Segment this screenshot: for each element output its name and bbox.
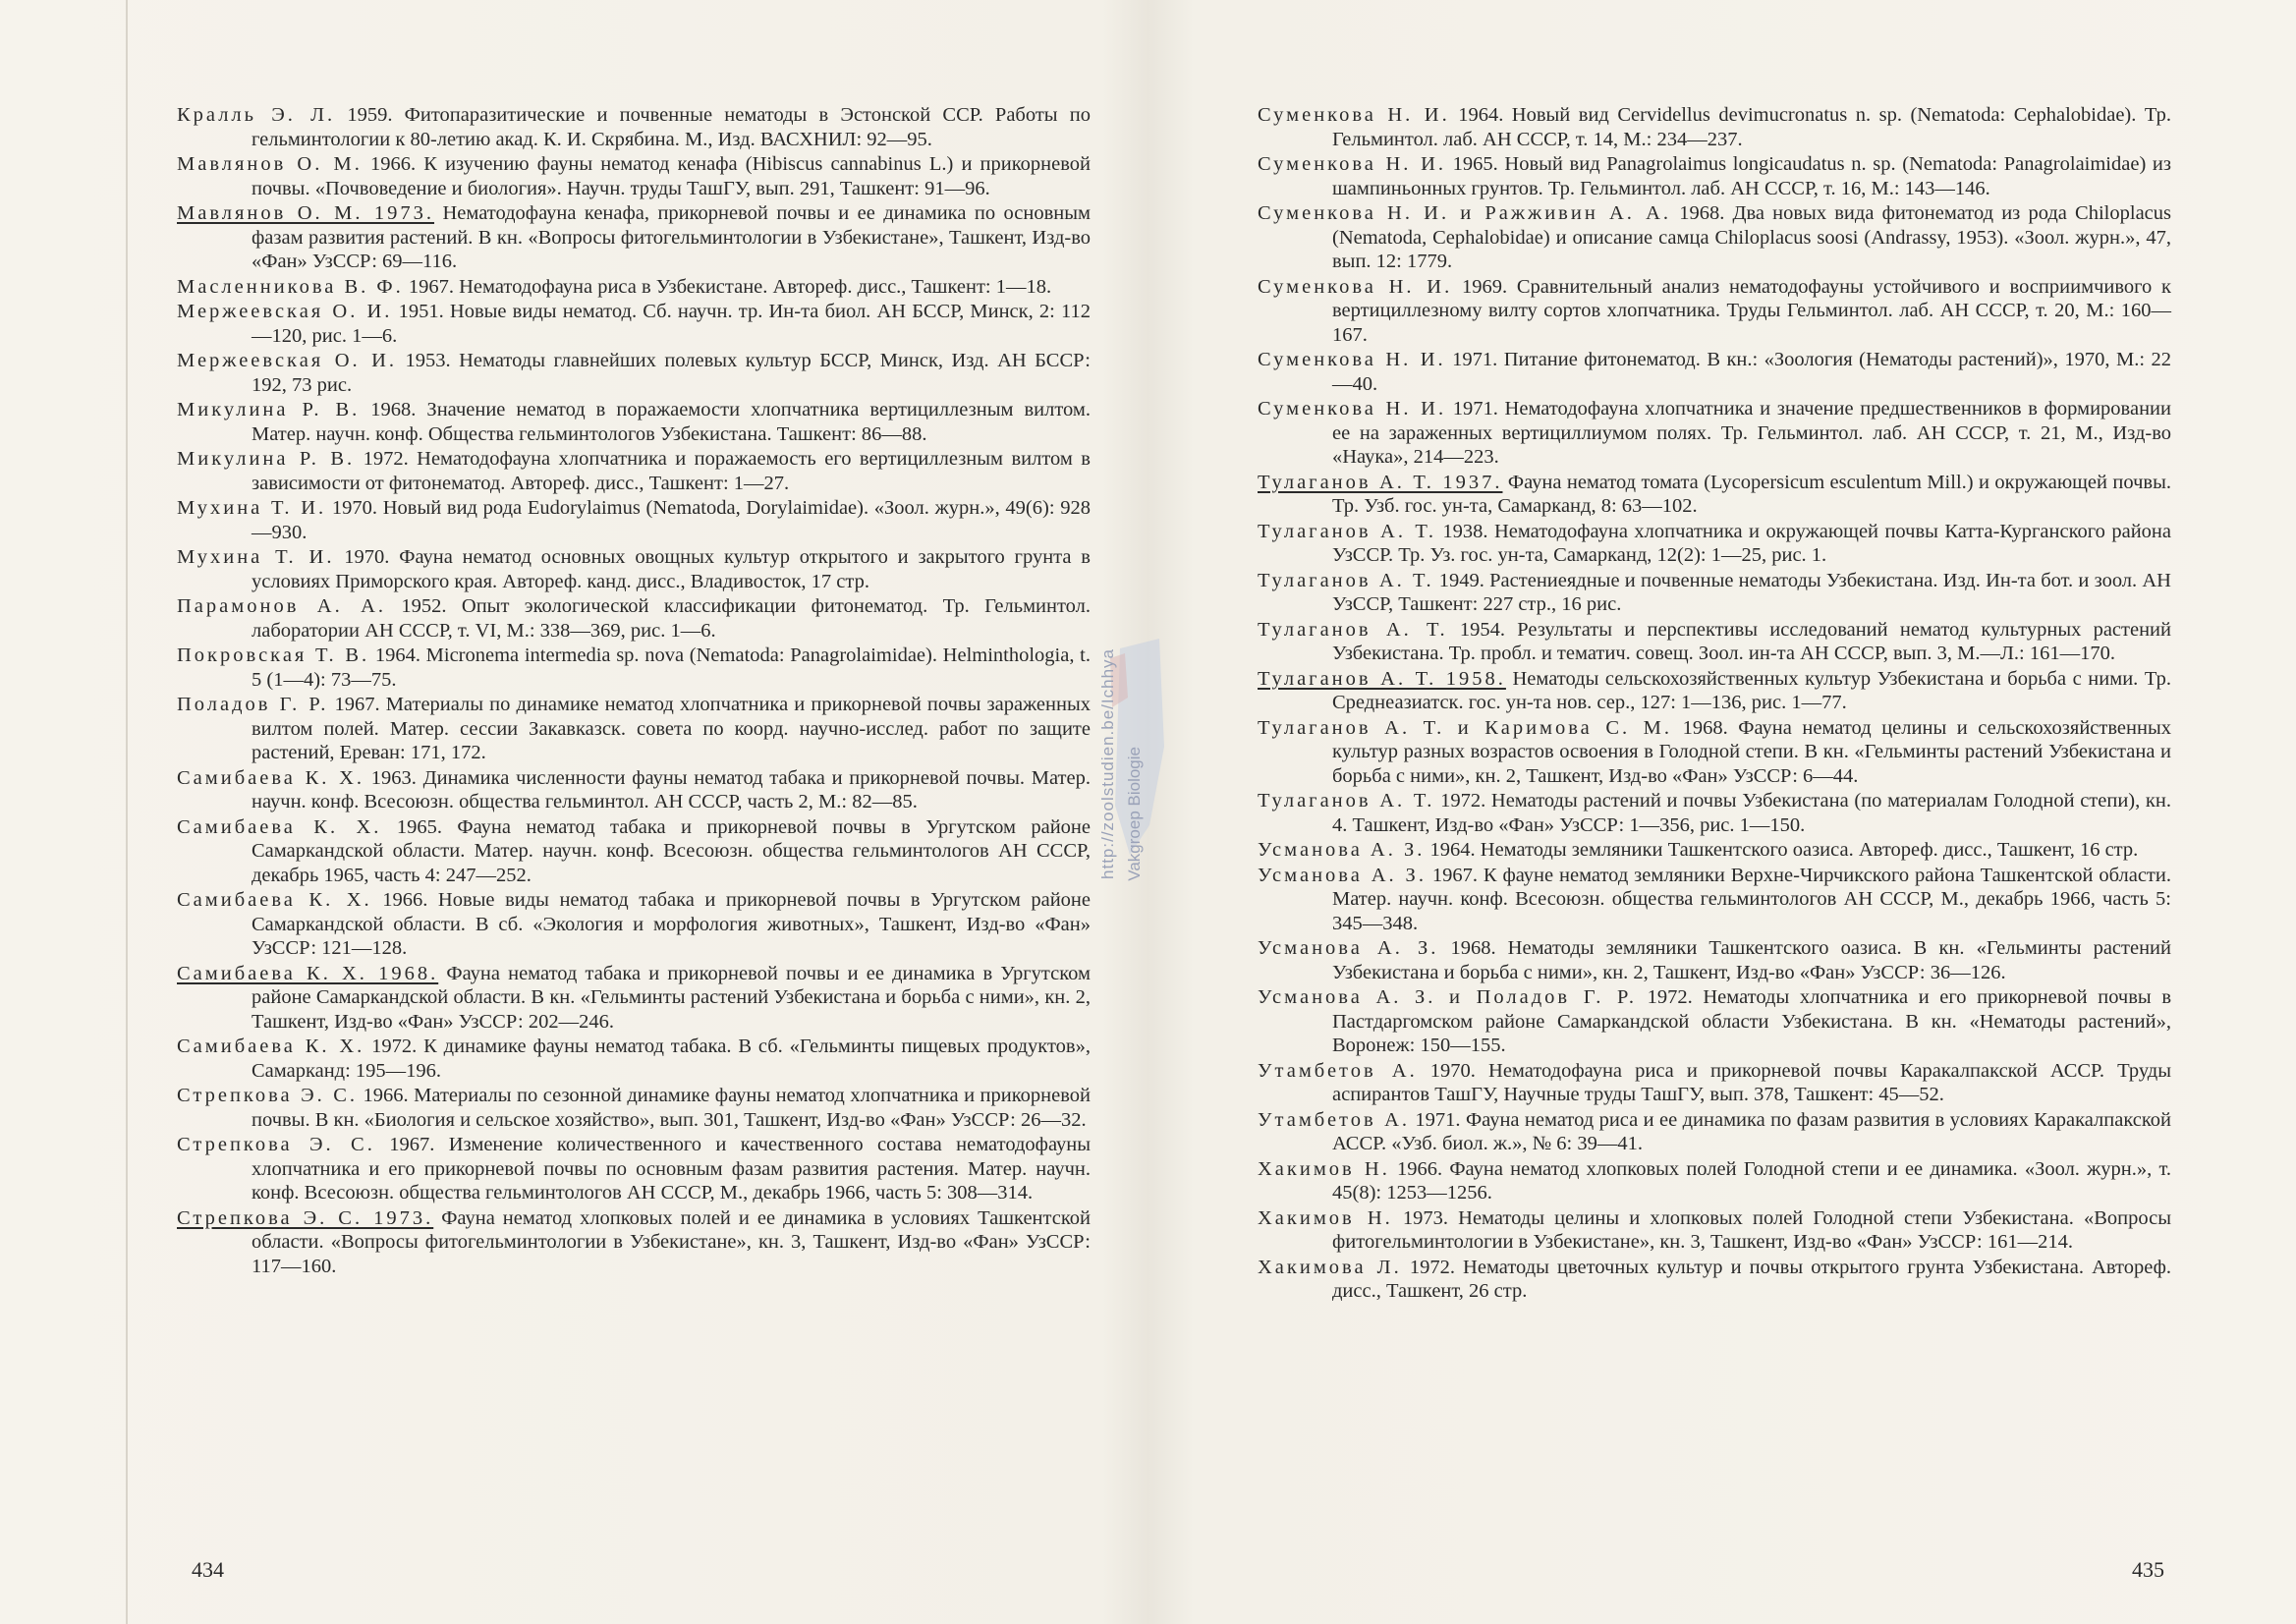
- bibliography-entry: [1258, 864, 2171, 936]
- entry-author: Тулаганов А. Т.: [1258, 790, 1435, 812]
- entry-author: Тулаганов А. Т. 1958.: [1258, 667, 1506, 690]
- bibliography-entry: [177, 545, 1091, 593]
- entry-text: Нематодофауна кенафа, прикорневой почвы и ее динамика по основным фазам развития растений. В кн. «Вопросы фитогельминтологии в Узбекистане», Ташкент, Изд-во «Фан» УзССР: 69—116.: [252, 202, 1091, 272]
- bibliography-entry: [1258, 1256, 2171, 1304]
- entry-author: Усманова А. З.: [1258, 937, 1439, 959]
- bibliography-entry: [1258, 569, 2171, 617]
- watermark-url: http://zoolstudien.be/Ichhya: [1098, 648, 1117, 879]
- entry-author: Самибаева К. Х. 1968.: [177, 962, 439, 984]
- entry-author: Самибаева К. Х.: [177, 815, 382, 838]
- bibliography-entry: [177, 447, 1091, 495]
- page-edge: [126, 0, 128, 1624]
- entry-author: Стрепкова Э. С. 1973.: [177, 1206, 434, 1229]
- bibliography-entry: [177, 349, 1091, 397]
- entry-text: 1972. Нематоды растений и почвы Узбекистана (по материалам Голодной степи), кн. 4. Ташкент, Изд-во «Фан» УзССР: 1—356, рис. 1—150.: [1332, 790, 2171, 836]
- entry-text: 1967. Изменение количественного и качественного состава нематодофауны хлопчатника и его прикорневой почвы по основным фазам развития растения. Матер. научн. конф. Всесоюзн. общества гельминтологов АН СССР, М., декабрь 1966, часть 5: 308—314.: [252, 1134, 1091, 1204]
- entry-author: Самибаева К. Х.: [177, 766, 365, 789]
- page-number-left: 434: [192, 1557, 224, 1582]
- entry-text: Фауна нематод хлопковых полей и ее динамика в условиях Ташкентской области. «Вопросы фитогельминтологии в Узбекистане», кн. 3, Ташкент, Изд-во «Фан» УзССР: 117—160.: [252, 1206, 1091, 1277]
- bibliography-entry: [177, 815, 1091, 888]
- bibliography-entry: [177, 766, 1091, 814]
- page-number-right: 435: [2132, 1557, 2164, 1582]
- bibliography-entry: [1258, 789, 2171, 837]
- entry-text: 1953. Нематоды главнейших полевых культур БССР, Минск, Изд. АН БССР: 192, 73 рис.: [252, 350, 1092, 396]
- right-page: [1258, 103, 2171, 1305]
- bibliography-entry: [1258, 1157, 2171, 1205]
- bibliography-entry: [177, 496, 1091, 544]
- bibliography-entry: [177, 594, 1091, 643]
- bibliography-entry: [1258, 936, 2171, 984]
- entry-text: 1965. Новый вид Panagrolaimus longicaudatus n. sp. (Nematoda: Panagrolaimidae) из шампиньонных грунтов. Тр. Гельминтол. лаб. АН СССР, т. 16, М.: 143—146.: [1332, 153, 2171, 199]
- entry-author: Суменкова Н. И.: [1258, 275, 1453, 298]
- entry-author: Тулаганов А. Т.: [1258, 569, 1434, 591]
- entry-text: 1968. Нематоды земляники Ташкентского оазиса. В кн. «Гельминты растений Узбекистана и борьба с ними», кн. 2, Ташкент, Изд-во «Фан» УзССР: 36—126.: [1332, 937, 2171, 983]
- entry-author: Поладов Г. Р.: [177, 694, 329, 715]
- bibliography-entry: [1258, 348, 2171, 396]
- entry-author: Суменкова Н. И.: [1258, 349, 1446, 370]
- entry-text: 1967. К фауне нематод земляники Верхне-Чирчикского района Ташкентской области. Матер. научн. конф. Всесоюзн. общества гельминтологов АН СССР, М., декабрь 1966, часть 5: 345—348.: [1332, 864, 2171, 934]
- entry-author: Мавлянов О. М.: [177, 153, 363, 175]
- entry-text: 1968. Значение нематод в поражаемости хлопчатника вертициллезным вилтом. Матер. научн. конф. Общества гельминтологов Узбекистана. Ташкент: 86—88.: [252, 399, 1091, 445]
- entry-author: Микулина Р. В.: [177, 399, 361, 420]
- entry-text: 1971. Фауна нематод риса и ее динамика по фазам развития в условиях Каракалпакской АССР. «Узб. биол. ж.», № 6: 39—41.: [1332, 1108, 2172, 1154]
- entry-author: Мухина Т. И.: [177, 546, 335, 568]
- entry-text: 1959. Фитопаразитические и почвенные нематоды в Эстонской ССР. Работы по гельминтологии к 80-летию акад. К. И. Скрябина. М., Изд. ВАСХНИЛ: 92—95.: [252, 104, 1091, 150]
- entry-author: Самибаева К. Х.: [177, 889, 372, 911]
- entry-text: 1964. Нематоды земляники Ташкентского оазиса. Автореф. дисс., Ташкент, 16 стр.: [1425, 839, 2139, 861]
- entry-author: Покровская Т. В.: [177, 644, 370, 666]
- bibliography-entry: [1258, 103, 2171, 151]
- entry-author: Утамбетов А.: [1258, 1108, 1411, 1131]
- entry-author: Суменкова Н. И.: [1258, 398, 1447, 420]
- entry-author: Самибаева К. Х.: [177, 1036, 365, 1057]
- entry-text: 1972. К динамике фауны нематод табака. В сб. «Гельминты пищевых продуктов», Самарканд: 195—196.: [252, 1036, 1091, 1082]
- entry-author: Усманова А. З.: [1258, 839, 1426, 861]
- entry-text: 1964. Micronema intermedia sp. nova (Nematoda: Panagrolaimidae). Helminthologia, t. 5 (1—4): 73—75.: [252, 644, 1091, 691]
- left-page: [177, 103, 1091, 1279]
- bibliography-entry: [177, 398, 1091, 446]
- entry-text: 1971. Нематодофауна хлопчатника и значение предшественников в формировании ее на зараженных вертициллиумом полях. Тр. Гельминтол. лаб. АН СССР, т. 21, М., Изд-во «Наука», 214—223.: [1332, 398, 2171, 468]
- entry-text: 1971. Питание фитонематод. В кн.: «Зоология (Нематоды растений)», 1970, М.: 22—40.: [1332, 349, 2171, 395]
- entry-text: 1970. Нематодофауна риса и прикорневой почвы Каракалпакской АССР. Труды аспирантов ТашГУ, Научные труды ТашГУ, вып. 378, Ташкент: 45—52.: [1332, 1059, 2171, 1105]
- entry-text: 1966. К изучению фауны нематод кенафа (Hibiscus cannabinus L.) и прикорневой почвы. «Почвоведение и биология». Научн. труды ТашГУ, вып. 291, Ташкент: 91—96.: [252, 153, 1091, 199]
- entry-author: Стрепкова Э. С.: [177, 1134, 375, 1155]
- entry-text: 1964. Новый вид Cervidellus devimucronatus n. sp. (Nematoda: Cephalobidae). Тр. Гельминтол. лаб. АН СССР, т. 14, М.: 234—237.: [1332, 104, 2171, 150]
- entry-text: 1973. Нематоды целины и хлопковых полей Голодной степи Узбекистана. «Вопросы фитогельминтологии в Узбекистане», кн. 3, Ташкент, Изд-во «Фан» УзССР: 161—214.: [1332, 1206, 2171, 1253]
- bibliography-entry: [177, 103, 1091, 151]
- entry-text: 1968. Фауна нематод целины и сельскохозяйственных культур разных возрастов освоения в Голодной степи. В кн. «Гельминты растений Узбекистана и борьба с ними», кн. 2, Ташкент, Изд-во «Фан» УзССР: 6—44.: [1332, 716, 2171, 787]
- bibliography-entry: [1258, 152, 2171, 200]
- entry-author: Мержеевская О. И.: [177, 350, 398, 371]
- entry-text: 1966. Новые виды нематод табака и прикорневой почвы в Ургутском районе Самаркандской области. В сб. «Экология и морфология животных», Ташкент, Изд-во «Фан» УзССР: 121—128.: [252, 889, 1091, 959]
- bibliography-entry: [1258, 1206, 2171, 1255]
- entry-author: Суменкова Н. И.: [1258, 153, 1447, 175]
- bibliography-entry: [177, 275, 1091, 300]
- entry-author: Суменкова Н. И.: [1258, 104, 1450, 126]
- entry-author: Мухина Т. И.: [177, 497, 327, 519]
- entry-text: 1949. Растениеядные и почвенные нематоды Узбекистана. Изд. Ин-та бот. и зоол. АН УзССР, Ташкент: 227 стр., 16 рис.: [1332, 569, 2171, 615]
- bibliography-entry: [1258, 397, 2171, 470]
- entry-author: Хакимов Н.: [1258, 1157, 1390, 1180]
- entry-author: Стрепкова Э. С.: [177, 1085, 359, 1106]
- bibliography-entry: [1258, 201, 2171, 274]
- entry-text: Фауна нематод томата (Lycopersicum esculentum Mill.) и окружающей почвы. Тр. Узб. гос. ун-та, Самарканд, 8: 63—102.: [1332, 471, 2171, 517]
- entry-text: 1938. Нематодофауна хлопчатника и окружающей почвы Катта-Курганского района УзССР. Тр. Уз. гос. ун-та, Самарканд, 12(2): 1—25, рис. 1.: [1332, 520, 2171, 566]
- entry-author: Кралль Э. Л.: [177, 104, 336, 126]
- entry-text: 1951. Новые виды нематод. Сб. научн. тр. Ин-та биол. АН БССР, Минск, 2: 112—120, рис. 1—6.: [252, 301, 1091, 347]
- bibliography-entry: [1258, 838, 2171, 863]
- entry-text: 1954. Результаты и перспективы исследований нематод культурных растений Узбекистана. Тр. пробл. и тематич. совещ. Зоол. ин-та АН СССР, вып. 3, М.—Л.: 161—170.: [1332, 618, 2171, 664]
- entry-author: Тулаганов А. Т. 1937.: [1258, 471, 1503, 493]
- entry-author: Парамонов А. А.: [177, 595, 387, 617]
- bibliography-entry: [177, 300, 1091, 348]
- entry-text: 1952. Опыт экологической классификации фитонематод. Тр. Гельминтол. лаборатории АН СССР, т. VI, М.: 338—369, рис. 1—6.: [252, 595, 1092, 642]
- entry-text: 1966. Фауна нематод хлопковых полей Голодной степи и ее динамика. «Зоол. журн.», т. 45(8): 1253—1256.: [1332, 1157, 2171, 1204]
- entry-author: Усманова А. З.: [1258, 864, 1427, 886]
- bibliography-entry: [1258, 667, 2171, 715]
- entry-author: Хакимова Л.: [1258, 1256, 1402, 1278]
- entry-author: Микулина Р. В.: [177, 448, 356, 470]
- bibliography-entry: [177, 1206, 1091, 1279]
- bibliography-entry: [177, 201, 1091, 274]
- entry-author: Хакимов Н.: [1258, 1206, 1393, 1229]
- entry-text: 1970. Новый вид рода Eudorylaimus (Nematoda, Dorylaimidae). «Зоол. журн.», 49(6): 928—930.: [252, 497, 1091, 543]
- entry-author: Утамбетов А.: [1258, 1059, 1418, 1082]
- bibliography-entry: [177, 152, 1091, 200]
- entry-text: 1972. Нематоды цветочных культур и почвы открытого грунта Узбекистана. Автореф. дисс., Ташкент, 26 стр.: [1332, 1256, 2171, 1302]
- entry-author: Мавлянов О. М. 1973.: [177, 202, 435, 224]
- bibliography-entry: [1258, 275, 2171, 348]
- entry-text: 1963. Динамика численности фауны нематод табака и прикорневой почвы. Матер. научн. конф. Всесоюзн. общества гельминтол. АН СССР, часть 2, М.: 82—85.: [252, 766, 1091, 812]
- bibliography-entry: [177, 644, 1091, 692]
- entry-author: Суменкова Н. И. и Ражживин А. А.: [1258, 202, 1672, 224]
- watermark-logo-text: Vakgroep Biologie: [1125, 747, 1144, 881]
- bibliography-entry: [177, 888, 1091, 961]
- bibliography-entry: [1258, 1108, 2171, 1156]
- bibliography-entry: [1258, 716, 2171, 789]
- bibliography-entry: [1258, 520, 2171, 568]
- entry-text: 1972. Нематоды хлопчатника и его прикорневой почвы в Пастдаргомском районе Самаркандской области Узбекистана. В кн. «Нематоды растений», Воронеж: 150—155.: [1332, 986, 2172, 1056]
- entry-author: Масленникова В. Ф.: [177, 275, 404, 298]
- entry-text: Нематоды сельскохозяйственных культур Узбекистана и борьба с ними. Тр. Среднеазиатск. гос. ун-та нов. сер., 127: 1—136, рис. 1—77.: [1332, 667, 2171, 713]
- bibliography-entry: [177, 1133, 1091, 1205]
- entry-author: Тулаганов А. Т.: [1258, 520, 1436, 542]
- bibliography-entry: [177, 962, 1091, 1035]
- entry-text: 1967. Материалы по динамике нематод хлопчатника и прикорневой почвы зараженных вилтом полей. Матер. сессии Закавказск. совета по коорд. научно-исслед. работ по защите растений, Ереван: 171, 172.: [252, 694, 1091, 763]
- entry-text: 1965. Фауна нематод табака и прикорневой почвы в Ургутском районе Самаркандской области. Матер. научн. конф. Всесоюзн. общества гельминтологов АН СССР, декабрь 1965, часть 4: 247—252.: [252, 815, 1091, 886]
- entry-text: Фауна нематод табака и прикорневой почвы и ее динамика в Ургутском районе Самаркандской области. В кн. «Гельминты растений Узбекистана и борьба с ними», кн. 2, Ташкент, Изд-во «Фан» УзССР: 202—246.: [252, 962, 1091, 1033]
- entry-author: Мержеевская О. И.: [177, 301, 393, 322]
- entry-text: 1967. Нематодофауна риса в Узбекистане. Автореф. дисс., Ташкент: 1—18.: [403, 275, 1052, 298]
- bibliography-entry: [177, 693, 1091, 765]
- entry-text: 1969. Сравнительный анализ нематодофауны устойчивого и восприимчивого к вертициллезному вилту сортов хлопчатника. Труды Гельминтол. лаб. АН СССР, т. 20, М.: 160—167.: [1332, 275, 2171, 346]
- bibliography-entry: [1258, 985, 2171, 1058]
- entry-author: Тулаганов А. Т.: [1258, 618, 1448, 641]
- entry-text: 1970. Фауна нематод основных овощных культур открытого и закрытого грунта в условиях Приморского края. Автореф. канд. дисс., Владивосток, 17 стр.: [252, 546, 1091, 592]
- entry-text: 1968. Два новых вида фитонематод из рода Chiloplacus (Nematoda, Cephalobidae) и описание самца Chiloplacus soosi (Andrassy, 1953). «Зоол. журн.», 47, вып. 12: 1779.: [1332, 202, 2171, 272]
- bibliography-entry: [1258, 618, 2171, 666]
- entry-text: 1966. Материалы по сезонной динамике фауны нематод хлопчатника и прикорневой почвы. В кн. «Биология и сельское хозяйство», вып. 301, Ташкент, Изд-во «Фан» УзССР: 26—32.: [252, 1085, 1091, 1131]
- bibliography-entry: [177, 1035, 1091, 1083]
- bibliography-entry: [1258, 1059, 2171, 1107]
- entry-text: 1972. Нематодофауна хлопчатника и поражаемость его вертициллезным вилтом в зависимости от фитонематод. Автореф. дисс., Ташкент: 1—27.: [252, 448, 1091, 494]
- entry-author: Усманова А. З. и Поладов Г. Р.: [1258, 986, 1637, 1008]
- entry-author: Тулаганов А. Т. и Каримова С. М.: [1258, 716, 1673, 739]
- bibliography-entry: [1258, 471, 2171, 519]
- bibliography-entry: [177, 1084, 1091, 1132]
